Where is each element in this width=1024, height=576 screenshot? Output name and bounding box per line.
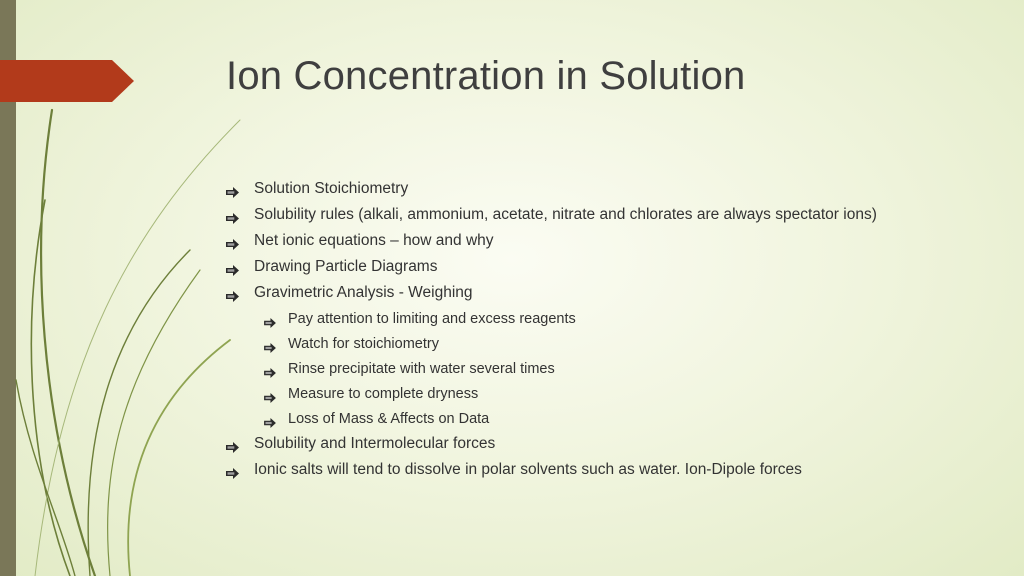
pencil-arrow-icon <box>264 413 276 423</box>
bullet-text: Drawing Particle Diagrams <box>254 258 438 275</box>
bullet-text: Ionic salts will tend to dissolve in polar solvents such as water. Ion-Dipole forces <box>254 461 802 478</box>
bullet-item <box>226 459 986 485</box>
bullet-item <box>226 230 986 256</box>
bullet-text: Measure to complete dryness <box>288 386 479 402</box>
bullet-text: Gravimetric Analysis - Weighing <box>254 284 473 301</box>
sub-bullet-item <box>226 333 986 358</box>
bullet-text: Pay attention to limiting and excess reagents <box>288 311 576 327</box>
sub-bullet-item <box>226 408 986 433</box>
slide-title: Ion Concentration in Solution <box>226 54 746 98</box>
bullet-text: Solubility rules (alkali, ammonium, acetate, nitrate and chlorates are always spectator ions) <box>254 206 877 223</box>
title-accent-tab <box>0 60 134 102</box>
pencil-arrow-icon <box>264 338 276 348</box>
bullet-text: Solution Stoichiometry <box>254 180 409 197</box>
pencil-arrow-icon <box>226 261 239 272</box>
pencil-arrow-icon <box>226 235 239 246</box>
pencil-arrow-icon <box>264 388 276 398</box>
bullet-item <box>226 204 986 230</box>
bullet-text: Rinse precipitate with water several times <box>288 361 555 377</box>
sub-bullet-item <box>226 308 986 333</box>
bullet-item <box>226 282 986 308</box>
bullet-text: Watch for stoichiometry <box>288 336 439 352</box>
sub-bullet-item <box>226 358 986 383</box>
pencil-arrow-icon <box>226 464 239 475</box>
sub-bullet-item <box>226 383 986 408</box>
bullet-text: Net ionic equations – how and why <box>254 232 494 249</box>
pencil-arrow-icon <box>226 287 239 298</box>
bullet-item <box>226 256 986 282</box>
bullet-text: Solubility and Intermolecular forces <box>254 435 496 452</box>
bullet-item <box>226 178 986 204</box>
bullet-list <box>226 178 986 485</box>
bullet-item <box>226 433 986 459</box>
pencil-arrow-icon <box>264 363 276 373</box>
pencil-arrow-icon <box>264 313 276 323</box>
pencil-arrow-icon <box>226 183 239 194</box>
bullet-text: Loss of Mass & Affects on Data <box>288 411 490 427</box>
pencil-arrow-icon <box>226 438 239 449</box>
pencil-arrow-icon <box>226 209 239 220</box>
